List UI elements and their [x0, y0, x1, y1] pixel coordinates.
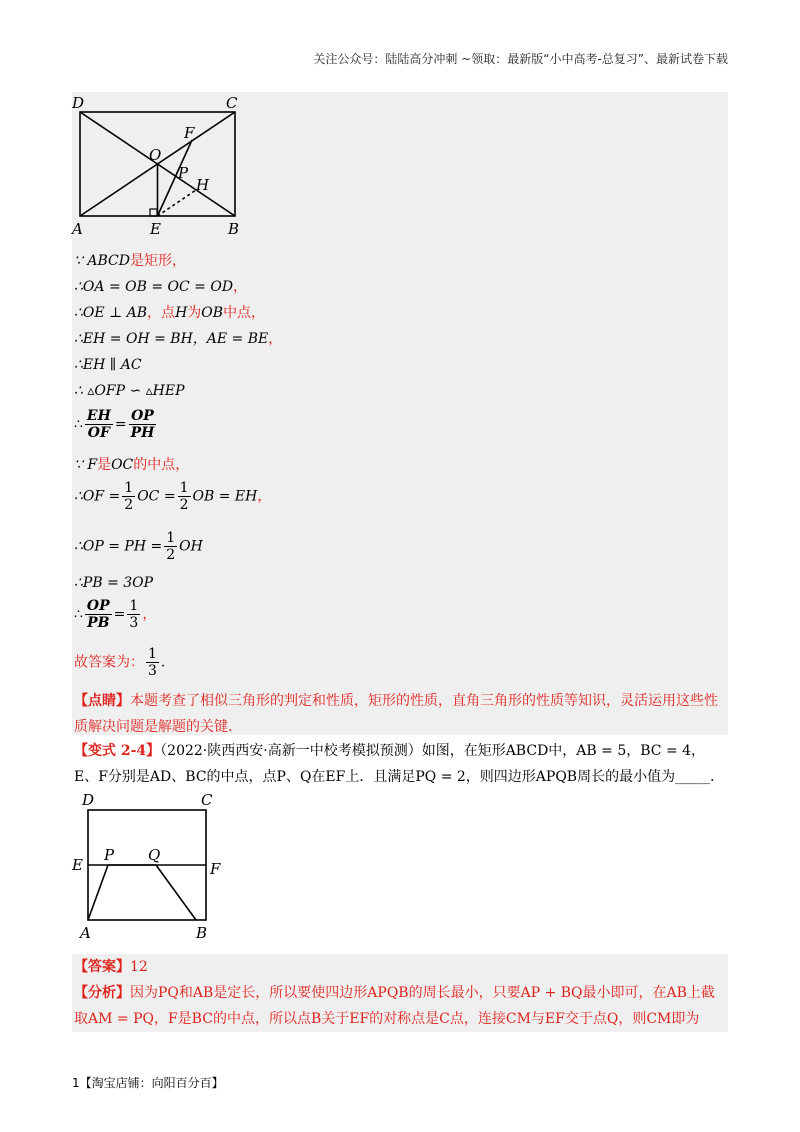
label2-p: P [104, 846, 115, 864]
analysis-paragraph [74, 980, 726, 1032]
figure-rectangle-abcd [68, 92, 248, 242]
segment-ap [88, 865, 108, 920]
label-h: H [196, 176, 210, 194]
figure-rectangle-apqb [68, 790, 228, 950]
solution-line-9: ∴OF = $\frac{1}{2}$ OC = $\frac{1}{2}$ OB = EH， [74, 480, 272, 513]
solution-line-11: ∴PB = 3OP [74, 575, 154, 591]
solution-line-6: ∴ ▵OFP ∽ ▵HEP [74, 383, 185, 399]
solution-line-8: ∵ F是OC的中点， [74, 457, 190, 473]
label2-c: C [201, 791, 213, 809]
problem-paragraph [74, 738, 726, 790]
problem-text: （2022·陕西西安·高新一中校考模拟预测）如图，在矩形ABCD中，AB = 5，BC = 4，E、F分别是AD、BC的中点，点P、Q在EF上．且满足PQ = 2，则四边形APQB周长的最小值为_____． [74, 743, 725, 785]
solution-line-13: 故答案为： $\frac{1}{3}$ . [74, 646, 166, 679]
label-a: A [72, 220, 83, 238]
label-p: P [178, 164, 189, 182]
solution-line-1: ∵ ABCD是矩形， [74, 253, 186, 269]
answer-paragraph [74, 954, 726, 980]
label-o: O [149, 146, 162, 164]
answer-tag: 【答案】 [74, 959, 130, 975]
right-angle-mark [150, 209, 157, 216]
segment-qb [156, 865, 196, 920]
label-f: F [184, 124, 195, 142]
label2-q: Q [148, 846, 161, 864]
label2-d: D [82, 791, 95, 809]
solution-line-4: ∴EH = OH = BH，AE = BE， [74, 331, 283, 347]
label-c: C [226, 94, 238, 112]
label-e: E [150, 220, 161, 238]
label-b: B [228, 220, 240, 238]
solution-line-10: ∴OP = PH = $\frac{1}{2}$ OH [74, 530, 203, 563]
label2-f: F [210, 860, 221, 878]
solution-line-7: ∴ $\frac{EH}{OF}$ = $\frac{OP}{PH}$ [74, 408, 155, 441]
problem-tag: 【变式 2-4】 [74, 743, 161, 759]
analysis-text: 因为PQ和AB是定长，所以要使四边形APQB的周长最小，只要AP + BQ最小即可，在AB上截取AM = PQ，F是BC的中点，所以点B关于EF的对称点是C点，连接CM与EF交于点Q，则CM即为 [74, 985, 715, 1027]
solution-line-5: ∴EH ∥ AC [74, 357, 142, 373]
page-footer: 1【淘宝店铺：向阳百分百】 [72, 1076, 224, 1090]
comment-text: 本题考查了相似三角形的判定和性质，矩形的性质，直角三角形的性质等知识，灵活运用这些性质解决问题是解题的关键. [74, 693, 718, 735]
analysis-tag: 【分析】 [74, 985, 130, 1001]
solution-line-3: ∴OE ⊥ AB，点H为OB中点， [74, 305, 266, 321]
label-d: D [72, 94, 85, 112]
comment-paragraph [74, 688, 726, 740]
answer-value: 12 [130, 959, 148, 975]
page-header: 关注公众号：陆陆高分冲刺 ~领取：最新版“小中高考-总复习”、最新试卷下载 [313, 52, 728, 66]
label2-b: B [196, 924, 208, 942]
solution-line-2: ∴OA = OB = OC = OD， [74, 279, 248, 295]
solution-line-12: ∴ $\frac{OP}{PB}$ = $\frac{1}{3}$ ， [74, 598, 157, 631]
label2-e: E [72, 856, 83, 874]
label2-a: A [80, 924, 91, 942]
comment-tag: 【点睛】 [74, 693, 130, 709]
